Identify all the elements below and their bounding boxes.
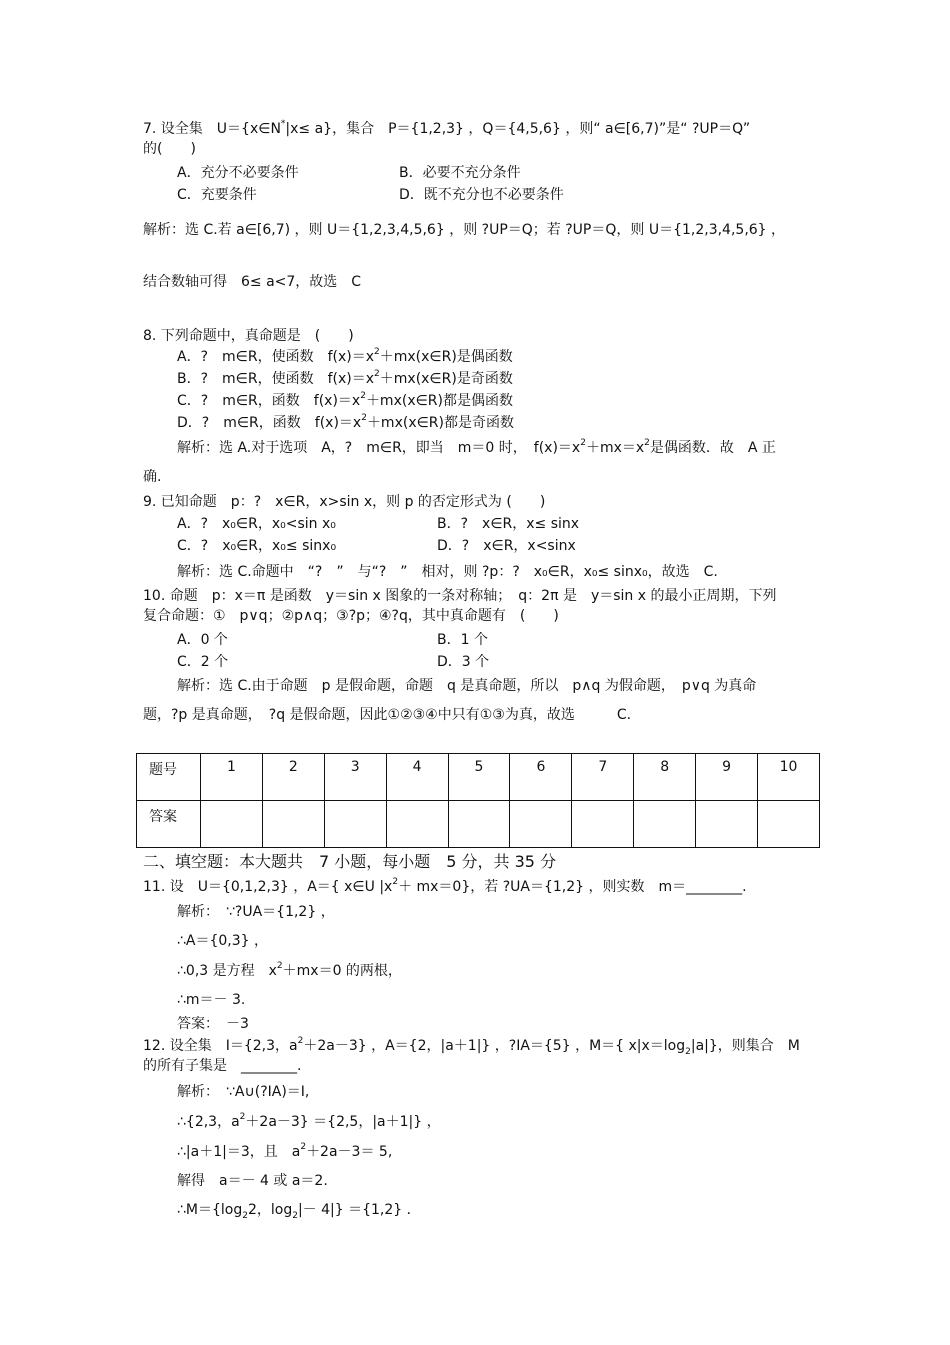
q12-solution-step2: ∴{2,3，$a^2+2a-3\} =\{2,5$，|a＋1|} ，: [177, 1112, 441, 1130]
q12-solution-step4: 解得 a＝－ 4 或 a＝2.: [177, 1173, 328, 1189]
q12-solution-step1: 解析： ∵A∪(?IA)＝I,: [177, 1084, 310, 1100]
q8-solution-line2: 确.: [143, 469, 162, 485]
question-number-cell: 10: [758, 754, 820, 801]
q10-option-d: D．3 个: [437, 654, 490, 670]
question-number-cell: 8: [634, 754, 696, 801]
q9-option-b: B．? x∈R，x≤ sinx: [437, 516, 580, 532]
q10-stem-line1: 10. 命题 p：x＝π 是函数 y＝sin x 图象的一条对称轴； q：2π 是 y＝sin x 的最小正周期，下列: [143, 588, 777, 604]
q7-option-a: A．充分不必要条件: [177, 165, 299, 181]
q8-option-d: D．? m∈R，函数 $f(x)=x^2+mx(x\in R)$都是奇函数: [177, 413, 514, 431]
q12-solution-step5: $\therefore M=\{\log_22$，$\log_2|- 4|\} =\{1,2\}$ ．: [177, 1202, 421, 1221]
answer-table-header-row: [137, 754, 820, 801]
q12-stem-line2: 的所有子集是 ________.: [143, 1058, 302, 1074]
q7-solution-line1: 解析：选 C.若 a∈[6,7) ，则 U＝{1,2,3,4,5,6} ，则 ?UP＝Q；若 ?UP＝Q，则 U＝{1,2,3,4,5,6} ，: [143, 222, 786, 238]
answer-cell[interactable]: [758, 801, 820, 848]
question-number-cell: 5: [448, 754, 510, 801]
q10-option-b: B．1 个: [437, 632, 488, 648]
answer-cell[interactable]: [572, 801, 634, 848]
q10-solution-line2: 题，?p 是真命题， ?q 是假命题，因此①②③④中只有①③为真，故选 C.: [143, 707, 632, 723]
q7-solution-line2: 结合数轴可得 6≤ a<7，故选 C: [143, 274, 362, 290]
q12-solution-step3: ∴|a＋1|＝3，且 $a^2+2a-3= 5$,: [177, 1142, 393, 1160]
q11-answer: 答案： －3: [177, 1016, 249, 1032]
row-label-answer: 答案: [137, 801, 201, 848]
answer-cell[interactable]: [201, 801, 263, 848]
q9-stem: 9. 已知命题 p：? x∈R，x>sin x，则 p 的否定形式为 ( ): [143, 494, 546, 510]
q11-stem: 11. 设 U＝{0,1,2,3} ，A＝{ x∈U $|x^2+ mx=0$}，若 ?UA＝{1,2} ，则实数 m＝________.: [143, 877, 747, 895]
q11-solution-step2: ∴A＝{0,3} ，: [177, 933, 269, 949]
q9-option-d: D．? x∈R，x<sinx: [437, 538, 576, 554]
q8-solution-line1: 解析：选 A.对于选项 A，? m∈R，即当 m＝0 时， $f(x)=x^2+mx=x^2$是偶函数．故 A 正: [177, 438, 776, 456]
question-number-cell: 1: [201, 754, 263, 801]
answer-cell[interactable]: [696, 801, 758, 848]
q7-stem-line1: 7. 设全集 U＝{x∈N*|x≤ a}，集合 P＝{1,2,3} ，Q＝{4,5,6} ，则“ a∈[6,7)”是“ ?UP＝Q”: [143, 119, 751, 137]
answer-cell[interactable]: [324, 801, 386, 848]
row-label-number: 题号: [137, 754, 201, 801]
answer-cell[interactable]: [634, 801, 696, 848]
q11-solution-step1: 解析： ∵?UA＝{1,2} ，: [177, 904, 335, 920]
q9-option-a: A．? x₀∈R，x₀<sin x₀: [177, 516, 336, 532]
question-number-cell: 6: [510, 754, 572, 801]
q10-stem-line2: 复合命题：① p∨q；②p∧q；③?p；④?q，其中真命题有 ( ): [143, 608, 559, 624]
question-number-cell: 2: [262, 754, 324, 801]
q7-stem-line2: 的( ): [143, 141, 196, 157]
q8-option-a: A．? m∈R，使函数 $f(x)=x^2+mx(x\in R)$是偶函数: [177, 347, 513, 365]
question-number-cell: 9: [696, 754, 758, 801]
answer-cell[interactable]: [262, 801, 324, 848]
answer-cell[interactable]: [448, 801, 510, 848]
q7-option-b: B．必要不充分条件: [399, 165, 521, 181]
q9-option-c: C．? x₀∈R，x₀≤ sinx₀: [177, 538, 337, 554]
q8-option-b: B．? m∈R，使函数 $f(x)=x^2+mx(x\in R)$是奇函数: [177, 369, 513, 387]
answer-table: [136, 753, 820, 848]
q9-solution: 解析：选 C.命题中 “? ” 与“? ” 相对，则 ?p：? x₀∈R，x₀≤ sinx₀，故选 C.: [177, 564, 718, 580]
answer-table-answer-row: [137, 801, 820, 848]
question-number-cell: 7: [572, 754, 634, 801]
q7-option-d: D．既不充分也不必要条件: [399, 187, 564, 203]
q10-option-a: A．0 个: [177, 632, 228, 648]
q8-stem: 8. 下列命题中，真命题是 ( ): [143, 328, 354, 344]
q8-option-c: C．? m∈R，函数 $f(x)=x^2+mx(x\in R)$都是偶函数: [177, 391, 513, 409]
answer-cell[interactable]: [510, 801, 572, 848]
question-number-cell: 4: [386, 754, 448, 801]
q11-solution-step4: ∴m＝－ 3.: [177, 992, 246, 1008]
question-number-cell: 3: [324, 754, 386, 801]
q12-stem-line1: 12. 设全集 I＝{2,3，$a^2+2a-3$} ，A＝{2，|a＋1|} ，?IA＝{5} ，M＝{ $x|x=\log_2|a|$}，则集合 M: [143, 1036, 800, 1057]
q11-solution-step3: ∴0,3 是方程 $x^2+mx=0$ 的两根，: [177, 961, 402, 979]
q10-solution-line1: 解析：选 C.由于命题 p 是假命题，命题 q 是真命题，所以 p∧q 为假命题， p∨q 为真命: [177, 678, 757, 694]
section-2-heading: 二、填空题：本大题共 7 小题，每小题 5 分，共 35 分: [143, 852, 557, 871]
q7-option-c: C．充要条件: [177, 187, 257, 203]
answer-cell[interactable]: [386, 801, 448, 848]
q10-option-c: C．2 个: [177, 654, 229, 670]
